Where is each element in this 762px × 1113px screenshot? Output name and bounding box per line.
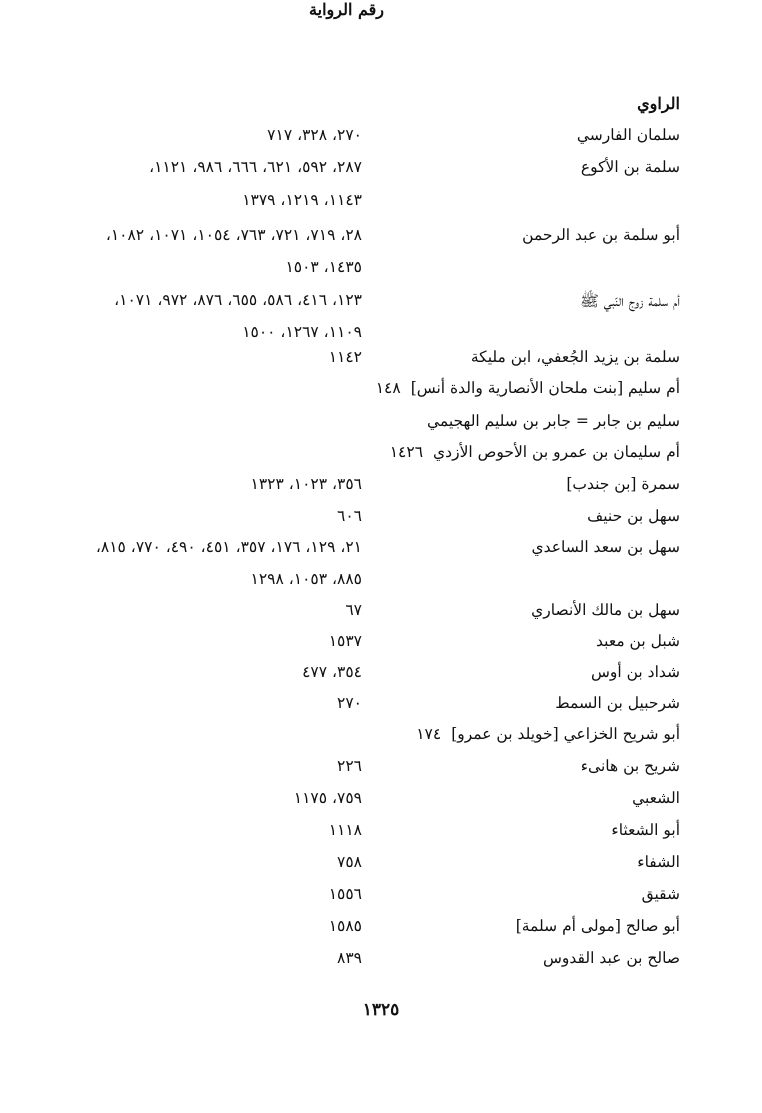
narration-numbers: ٨٣٩ — [337, 949, 362, 967]
entry-inline — [390, 443, 680, 461]
narration-numbers: ١٥٨٥ — [328, 917, 362, 935]
narrator-name: سمرة [بن جندب] — [566, 475, 680, 493]
index-entry — [90, 158, 680, 184]
narration-numbers: ١١٤٢ — [328, 348, 362, 366]
narration-numbers: ٦٧ — [345, 601, 362, 619]
narrator-name: أبو شريح الخزاعي [خويلد بن عمرو] — [451, 725, 680, 743]
index-entry — [90, 601, 680, 627]
index-entry — [90, 694, 680, 720]
narrator-name: الشعبي — [632, 789, 680, 807]
index-entry — [90, 821, 680, 847]
index-entry — [90, 917, 680, 943]
index-entry — [90, 412, 680, 438]
narration-numbers: ١٤٢٦ — [389, 443, 424, 461]
narration-numbers: ١٤٣٥، ١٥٠٣ — [285, 258, 362, 276]
index-entry — [90, 323, 680, 349]
narration-numbers: ٦٠٦ — [337, 507, 362, 525]
narration-numbers: ١٥٥٦ — [328, 885, 362, 903]
narrator-name: سلمة بن يزيد الجُعفي، ابن مليكة — [470, 348, 680, 366]
index-entry — [90, 538, 680, 564]
entry-inline — [416, 725, 680, 743]
narration-numbers: ٢٧٠ — [337, 694, 362, 712]
narrator-name: شرحبيل بن السمط — [555, 694, 680, 712]
index-entry — [90, 663, 680, 689]
index-entry — [90, 443, 680, 469]
narration-numbers: ٢٧٠، ٣٢٨، ٧١٧ — [267, 126, 362, 144]
entry-inline — [376, 379, 680, 397]
index-entry — [90, 226, 680, 252]
narrator-name: أبو الشعثاء — [611, 821, 680, 839]
narration-numbers: ٣٥٤، ٤٧٧ — [302, 663, 362, 681]
index-entry — [90, 789, 680, 815]
narrator-name: سهل بن حنيف — [587, 507, 680, 525]
index-entry — [90, 379, 680, 405]
index-entry — [90, 949, 680, 975]
narration-numbers: ٨٨٥، ١٠٥٣، ١٢٩٨ — [250, 570, 362, 588]
narrator-name: أبو سلمة بن عبد الرحمن — [522, 226, 680, 244]
numbers-column-header: رقم الرواية — [309, 0, 384, 19]
narration-numbers: ١٥٣٧ — [328, 632, 362, 650]
narration-numbers: ١٤٨ — [375, 379, 401, 397]
narrator-name: شقيق — [641, 885, 680, 903]
narrator-name: سهل بن سعد الساعدي — [531, 538, 680, 556]
narrator-name: شريح بن هانىء — [580, 757, 680, 775]
narrator-name: سليم بن جابر = جابر بن سليم الهجيمي — [426, 412, 680, 430]
narration-numbers: ٧٥٨ — [337, 853, 362, 871]
index-entry — [90, 757, 680, 783]
page-number: ١٣٢٥ — [362, 1000, 400, 1020]
index-entry — [90, 348, 680, 374]
narrator-name: صالح بن عبد القدوس — [543, 949, 680, 967]
narrator-name: شداد بن أوس — [590, 663, 680, 681]
index-entry — [90, 126, 680, 152]
narrator-name: أم سلمة زوج النّبي ﷺ — [580, 292, 680, 310]
narrator-name: سهل بن مالك الأنصاري — [531, 601, 680, 619]
narration-numbers: ١٧٤ — [416, 725, 442, 743]
narration-numbers: ٧٥٩، ١١٧٥ — [293, 789, 362, 807]
narrator-column-header: الراوي — [637, 94, 680, 113]
index-entry — [90, 291, 680, 317]
index-entry — [90, 725, 680, 751]
index-entry — [90, 570, 680, 596]
narrator-name: الشفاء — [637, 853, 680, 871]
entry-inline — [427, 412, 680, 430]
narrator-name: أبو صالح [مولى أم سلمة] — [515, 917, 680, 935]
narration-numbers: ٢٢٦ — [337, 757, 362, 775]
index-entry — [90, 475, 680, 501]
narrator-name: شبل بن معبد — [596, 632, 680, 650]
narration-numbers: ٢٨٧، ٥٩٢، ٦٢١، ٦٦٦، ٩٨٦، ١١٢١، — [149, 158, 362, 176]
index-entry — [90, 885, 680, 911]
narration-numbers: ١١٠٩، ١٢٦٧، ١٥٠٠ — [242, 323, 362, 341]
narrator-name: سلمان الفارسي — [576, 126, 680, 144]
narrator-name: أم سليمان بن عمرو بن الأحوص الأزدي — [433, 443, 680, 461]
narration-numbers: ١١٤٣، ١٢١٩، ١٣٧٩ — [242, 191, 362, 209]
index-entry — [90, 258, 680, 284]
narration-numbers: ١٢٣، ٤١٦، ٥٨٦، ٦٥٥، ٨٧٦، ٩٧٢، ١٠٧١، — [114, 291, 362, 309]
index-entry — [90, 507, 680, 533]
index-entry — [90, 632, 680, 658]
narration-numbers: ٢١، ١٢٩، ١٧٦، ٣٥٧، ٤٥١، ٤٩٠، ٧٧٠، ٨١٥، — [95, 538, 362, 556]
narration-numbers: ٢٨، ٧١٩، ٧٢١، ٧٦٣، ١٠٥٤، ١٠٧١، ١٠٨٢، — [105, 226, 362, 244]
narrator-name: سلمة بن الأكوع — [580, 158, 680, 176]
narrator-name: أم سليم [بنت ملحان الأنصارية والدة أنس] — [410, 379, 680, 397]
index-entry — [90, 191, 680, 217]
narration-numbers: ١١١٨ — [328, 821, 362, 839]
index-entry — [90, 853, 680, 879]
narration-numbers: ٣٥٦، ١٠٢٣، ١٣٢٣ — [250, 475, 362, 493]
